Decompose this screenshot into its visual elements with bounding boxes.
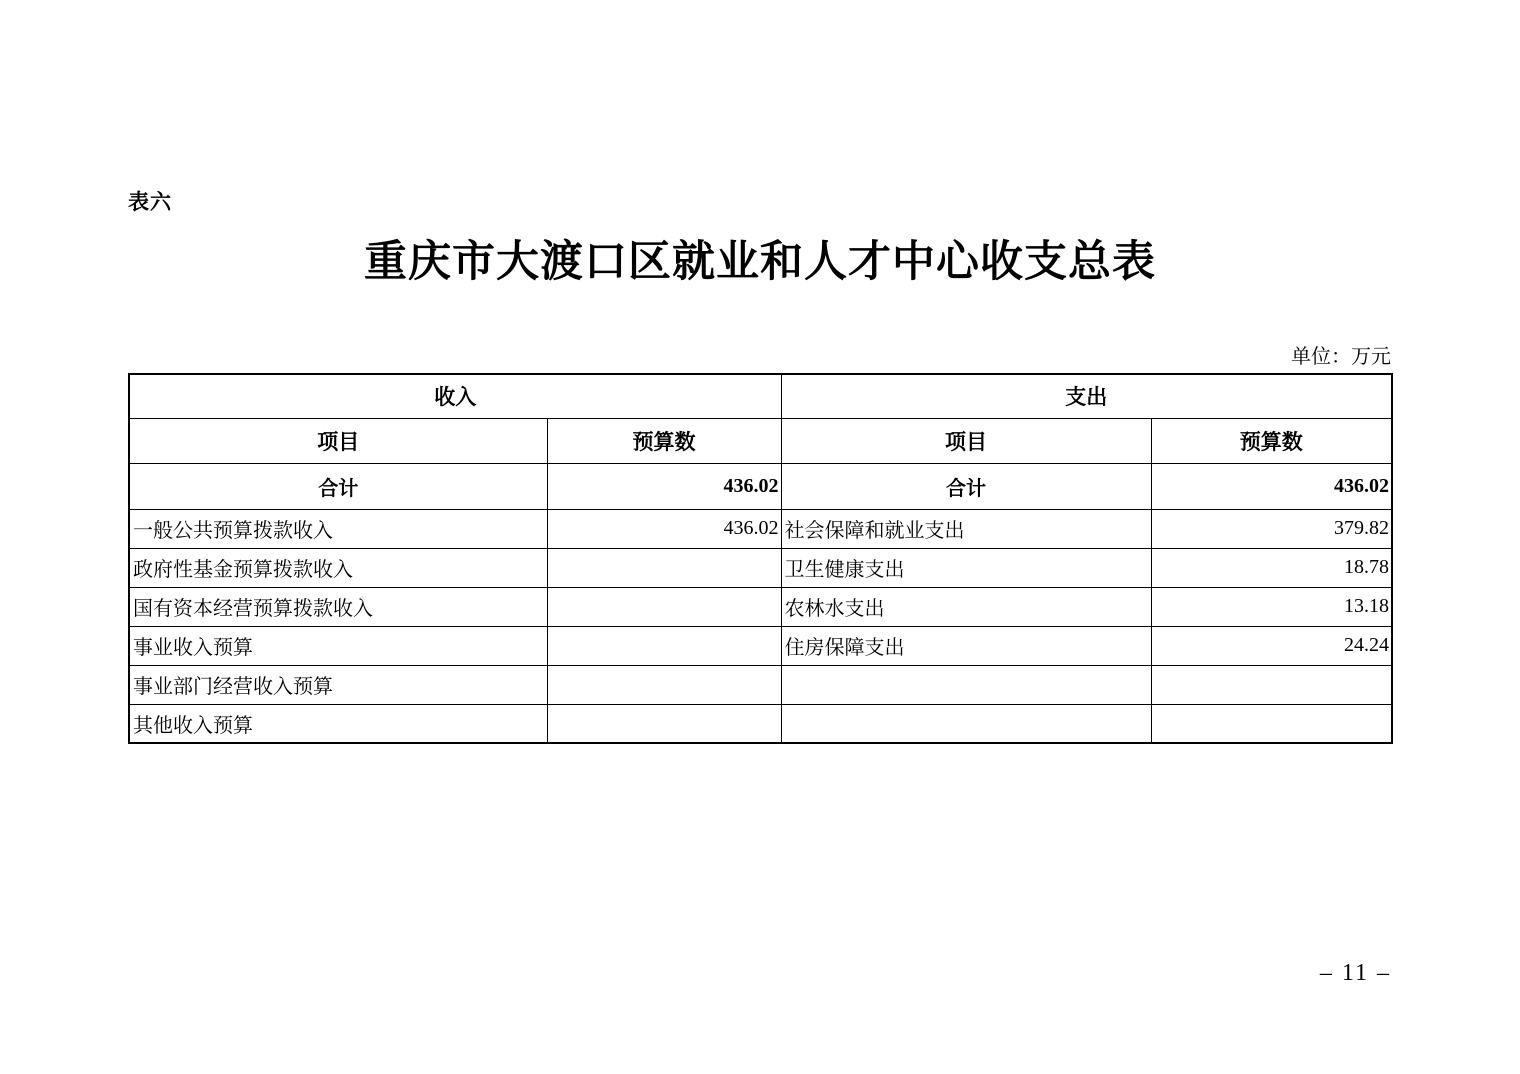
income-item: 国有资本经营预算拨款收入	[129, 587, 547, 626]
income-item-column-header: 项目	[129, 418, 547, 463]
table-row	[129, 704, 1392, 743]
expense-value	[1151, 704, 1392, 743]
income-value: 436.02	[547, 509, 781, 548]
income-value	[547, 587, 781, 626]
income-item: 事业部门经营收入预算	[129, 665, 547, 704]
page-number: – 11 –	[1319, 960, 1391, 986]
income-total-label: 合计	[129, 463, 547, 509]
expense-item	[781, 665, 1151, 704]
expense-value: 24.24	[1151, 626, 1392, 665]
expense-item: 社会保障和就业支出	[781, 509, 1151, 548]
expense-item: 住房保障支出	[781, 626, 1151, 665]
section-header-row	[129, 374, 1392, 418]
expense-value: 13.18	[1151, 587, 1392, 626]
income-section-header: 收入	[129, 374, 781, 418]
income-total-value: 436.02	[547, 463, 781, 509]
table-row	[129, 587, 1392, 626]
unit-note: 单位：万元	[1291, 346, 1391, 368]
total-row	[129, 463, 1392, 509]
income-value	[547, 626, 781, 665]
income-item: 事业收入预算	[129, 626, 547, 665]
income-item: 一般公共预算拨款收入	[129, 509, 547, 548]
expense-item: 农林水支出	[781, 587, 1151, 626]
expense-item-column-header: 项目	[781, 418, 1151, 463]
table-row	[129, 626, 1392, 665]
document-title: 重庆市大渡口区就业和人才中心收支总表	[364, 239, 1156, 286]
expense-item: 卫生健康支出	[781, 548, 1151, 587]
income-item: 其他收入预算	[129, 704, 547, 743]
expense-total-value: 436.02	[1151, 463, 1392, 509]
table-row	[129, 509, 1392, 548]
expense-item	[781, 704, 1151, 743]
income-budget-column-header: 预算数	[547, 418, 781, 463]
expense-value: 18.78	[1151, 548, 1392, 587]
income-value	[547, 548, 781, 587]
income-item: 政府性基金预算拨款收入	[129, 548, 547, 587]
table-row	[129, 665, 1392, 704]
income-value	[547, 665, 781, 704]
expense-budget-column-header: 预算数	[1151, 418, 1392, 463]
expense-section-header: 支出	[781, 374, 1392, 418]
table-number-label: 表六	[128, 190, 172, 214]
expense-total-label: 合计	[781, 463, 1151, 509]
income-value	[547, 704, 781, 743]
expense-value	[1151, 665, 1392, 704]
table-row	[129, 548, 1392, 587]
expense-value: 379.82	[1151, 509, 1392, 548]
income-expense-table	[128, 373, 1393, 744]
column-header-row	[129, 418, 1392, 463]
